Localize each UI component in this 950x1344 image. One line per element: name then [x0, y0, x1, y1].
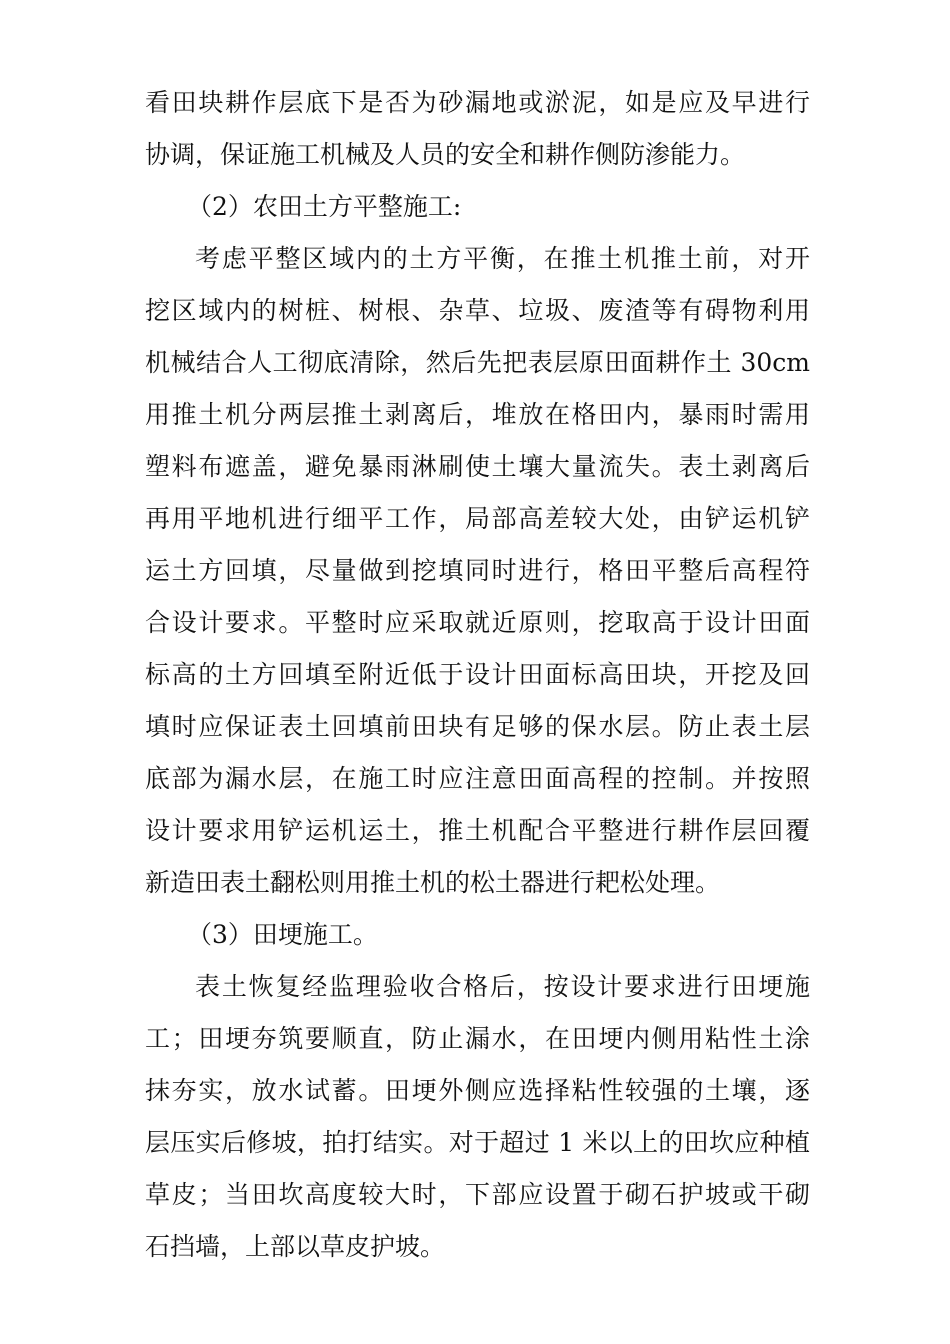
text-line: 填时应保证表土回填前田块有足够的保水层。防止表土层 — [145, 712, 810, 741]
text-line: 合设计要求。平整时应采取就近原则，挖取高于设计田面 — [145, 608, 810, 637]
text-line: 工；田埂夯筑要顺直，防止漏水，在田埂内侧用粘性土涂 — [145, 1024, 810, 1053]
text-line: 机械结合人工彻底清除，然后先把表层原田面耕作土 30cm — [145, 348, 810, 377]
section-heading: （3）田埂施工。 — [187, 920, 378, 949]
text-line: 标高的土方回填至附近低于设计田面标高田块，开挖及回 — [145, 660, 810, 689]
paragraph-first-line: 考虑平整区域内的土方平衡，在推土机推土前，对开 — [195, 244, 810, 273]
text-line: 底部为漏水层，在施工时应注意田面高程的控制。并按照 — [145, 764, 810, 793]
text-line: 协调，保证施工机械及人员的安全和耕作侧防渗能力。 — [145, 140, 746, 169]
text-line: 石挡墙，上部以草皮护坡。 — [145, 1232, 446, 1261]
text-line: 新造田表土翻松则用推土机的松土器进行耙松处理。 — [145, 868, 721, 897]
text-line: 挖区域内的树桩、树根、杂草、垃圾、废渣等有碍物利用 — [145, 296, 810, 325]
paragraph-first-line: 表土恢复经监理验收合格后，按设计要求进行田埂施 — [195, 972, 810, 1001]
text-line: 设计要求用铲运机运土，推土机配合平整进行耕作层回覆 — [145, 816, 810, 845]
text-line: 再用平地机进行细平工作，局部高差较大处，由铲运机铲 — [145, 504, 810, 533]
text-line: 看田块耕作层底下是否为砂漏地或淤泥，如是应及早进行 — [145, 88, 810, 117]
text-line: 塑料布遮盖，避免暴雨淋刷使土壤大量流失。表土剥离后 — [145, 452, 810, 481]
section-heading: （2）农田土方平整施工: — [187, 192, 462, 221]
text-line: 草皮；当田坎高度较大时，下部应设置于砌石护坡或干砌 — [145, 1180, 810, 1209]
text-line: 运土方回填，尽量做到挖填同时进行，格田平整后高程符 — [145, 556, 810, 585]
text-line: 抹夯实，放水试蓄。田埂外侧应选择粘性较强的土壤，逐 — [145, 1076, 810, 1105]
text-line: 层压实后修坡，拍打结实。对于超过 1 米以上的田坎应种植 — [145, 1128, 810, 1157]
text-line: 用推土机分两层推土剥离后，堆放在格田内，暴雨时需用 — [145, 400, 810, 429]
